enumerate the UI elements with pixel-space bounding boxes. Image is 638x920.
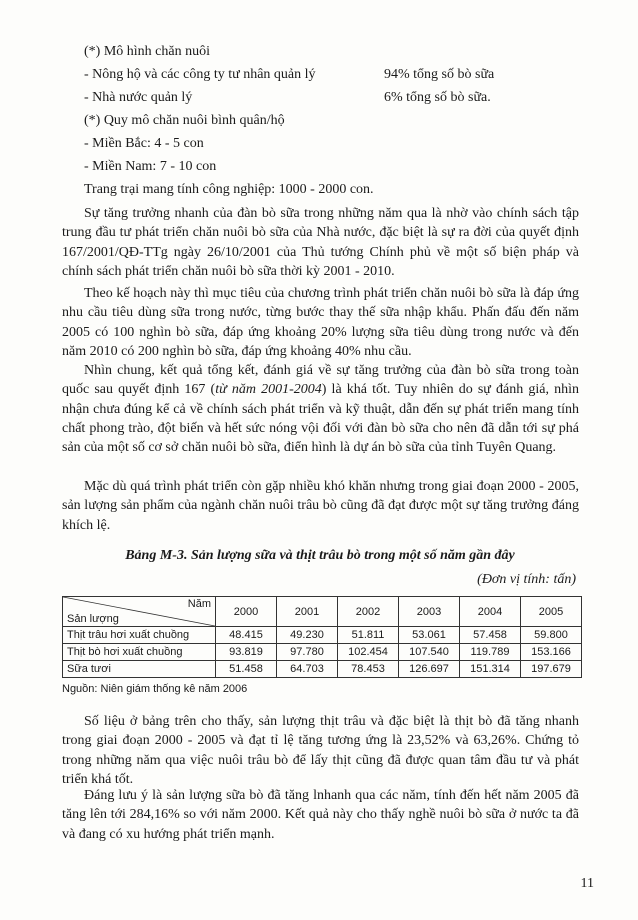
- intro-line: - Nông hộ và các công ty tư nhân quản lý: [84, 67, 316, 82]
- table-cell: 153.166: [521, 644, 582, 661]
- intro-line: Trang trại mang tính công nghiệp: 1000 - 2000 con.: [84, 182, 374, 197]
- table-cell: 53.061: [399, 627, 460, 644]
- table-row: [63, 661, 582, 678]
- intro-value: 6% tổng số bò sữa.: [384, 90, 491, 105]
- year-header: 2000: [216, 597, 277, 627]
- table-cell: 102.454: [338, 644, 399, 661]
- intro-line: - Miền Nam: 7 - 10 con: [84, 159, 217, 174]
- italic-years: từ năm 2001-2004: [215, 382, 322, 398]
- year-header: 2005: [521, 597, 582, 627]
- table-cell: 57.458: [460, 627, 521, 644]
- paragraph: [62, 477, 579, 535]
- corner-year-label: Năm: [187, 598, 211, 610]
- table-cell: 59.800: [521, 627, 582, 644]
- paragraph-text: Đáng lưu ý là sản lượng sữa bò đã tăng lnhanh qua các năm, tính đến hết năm 2005 đã tăng lên tới 284,16% so với năm 2000. Kết quả này cho thấy nghề nuôi bò sữa ở nước ta đã và đang có xu hướng phát triển mạnh.: [62, 788, 579, 842]
- paragraph-text: Mặc dù quá trình phát triển còn gặp nhiều khó khăn nhưng trong giai đoạn 2000 - 2005, sản lượng sản phẩm của ngành chăn nuôi trâu bò cũng đã đạt được một sự tăng trưởng đáng khích lệ.: [62, 479, 579, 533]
- paragraph: [62, 712, 579, 789]
- year-header: 2002: [338, 597, 399, 627]
- table-source: Nguồn: Niên giám thống kê năm 2006: [62, 683, 248, 695]
- table-caption: Bảng M-3. Sản lượng sữa và thịt trâu bò trong một số năm gần đây: [125, 548, 515, 563]
- table-corner-cell: [63, 597, 216, 627]
- table-cell: 51.458: [216, 661, 277, 678]
- corner-output-label: Sản lượng: [67, 613, 119, 625]
- page-number: 11: [580, 876, 594, 891]
- table-cell: 97.780: [277, 644, 338, 661]
- table-cell: 78.453: [338, 661, 399, 678]
- paragraph-text: ) là khá tốt. Tuy nhiên do sự đánh giá, nhìn nhận chưa đúng kể cả về chính sách phát triển và kỹ thuật, dẫn đến sự phát triển mang tính chất phong trào, đột biến và hết sức nóng vội đối với đàn bò sữa cho nên đã dẫn tới sự phá sản của một số cơ sở chăn nuôi bò sữa, điển hình là dự án bò sữa của tỉnh Tuyên Quang.: [62, 382, 579, 456]
- table-row: [63, 644, 582, 661]
- paragraph: [62, 786, 579, 844]
- intro-line: (*) Quy mô chăn nuôi bình quân/hộ: [84, 113, 285, 128]
- table-cell: 107.540: [399, 644, 460, 661]
- intro-line: - Miền Bắc: 4 - 5 con: [84, 136, 204, 151]
- table-cell: 119.789: [460, 644, 521, 661]
- table-unit: (Đơn vị tính: tấn): [477, 572, 576, 587]
- production-table: [62, 596, 582, 678]
- table-cell: 64.703: [277, 661, 338, 678]
- table-cell: 49.230: [277, 627, 338, 644]
- row-label: Thịt trâu hơi xuất chuồng: [63, 627, 216, 644]
- year-header: 2003: [399, 597, 460, 627]
- table-cell: 51.811: [338, 627, 399, 644]
- table-cell: 48.415: [216, 627, 277, 644]
- year-header: 2004: [460, 597, 521, 627]
- table-row: [63, 627, 582, 644]
- intro-line: (*) Mô hình chăn nuôi: [84, 44, 210, 59]
- table-cell: 93.819: [216, 644, 277, 661]
- table-header-row: [63, 597, 582, 627]
- table-cell: 151.314: [460, 661, 521, 678]
- row-label: Thịt bò hơi xuất chuồng: [63, 644, 216, 661]
- paragraph: [62, 361, 579, 457]
- year-header: 2001: [277, 597, 338, 627]
- table-cell: 197.679: [521, 661, 582, 678]
- paragraph-text: Sự tăng trưởng nhanh của đàn bò sữa trong những năm qua là nhờ vào chính sách tập trung đầu tư phát triển chăn nuôi bò sữa của Nhà nước, đặc biệt là sự ra đời của quyết định 167/2001/QĐ-TTg ngày 26/10/2001 của Thủ tướng Chính phủ về một số biện pháp và chính sách phát triển chăn nuôi bò sữa thời kỳ 2001 - 2010.: [62, 206, 579, 279]
- paragraph: [62, 284, 579, 361]
- intro-line: - Nhà nước quản lý: [84, 90, 193, 105]
- table-cell: 126.697: [399, 661, 460, 678]
- paragraph: [62, 204, 579, 281]
- paragraph-text: Nhìn chung, kết quả tổng kết, đánh giá về sự tăng trưởng của đàn bò sữa trong toàn quốc sau quyết định 167 (: [62, 363, 579, 398]
- row-label: Sữa tươi: [63, 661, 216, 678]
- paragraph-text: Theo kế hoạch này thì mục tiêu của chương trình phát triển chăn nuôi bò sữa là đáp ứng nhu cầu tiêu dùng sữa trong nước, từng bước thay thế sữa nhập khẩu. Phấn đấu đến năm 2005 có 100 nghìn bò sữa, đáp ứng khoảng 20% lượng sữa tiêu dùng trong nước và đến năm 2010 có 200 nghìn bò sữa, đáp ứng khoảng 40% nhu cầu.: [62, 286, 579, 359]
- paragraph-text: Số liệu ở bảng trên cho thấy, sản lượng thịt trâu và đặc biệt là thịt bò đã tăng nhanh trong giai đoạn 2000 - 2005 và đạt tỉ lệ tăng tương ứng là 23,52% và 63,26%. Chứng tỏ trong những năm qua việc nuôi trâu bò để lấy thịt cũng đã được quan tâm đầu tư và phát triển khá tốt.: [62, 714, 579, 787]
- intro-value: 94% tổng số bò sữa: [384, 67, 495, 82]
